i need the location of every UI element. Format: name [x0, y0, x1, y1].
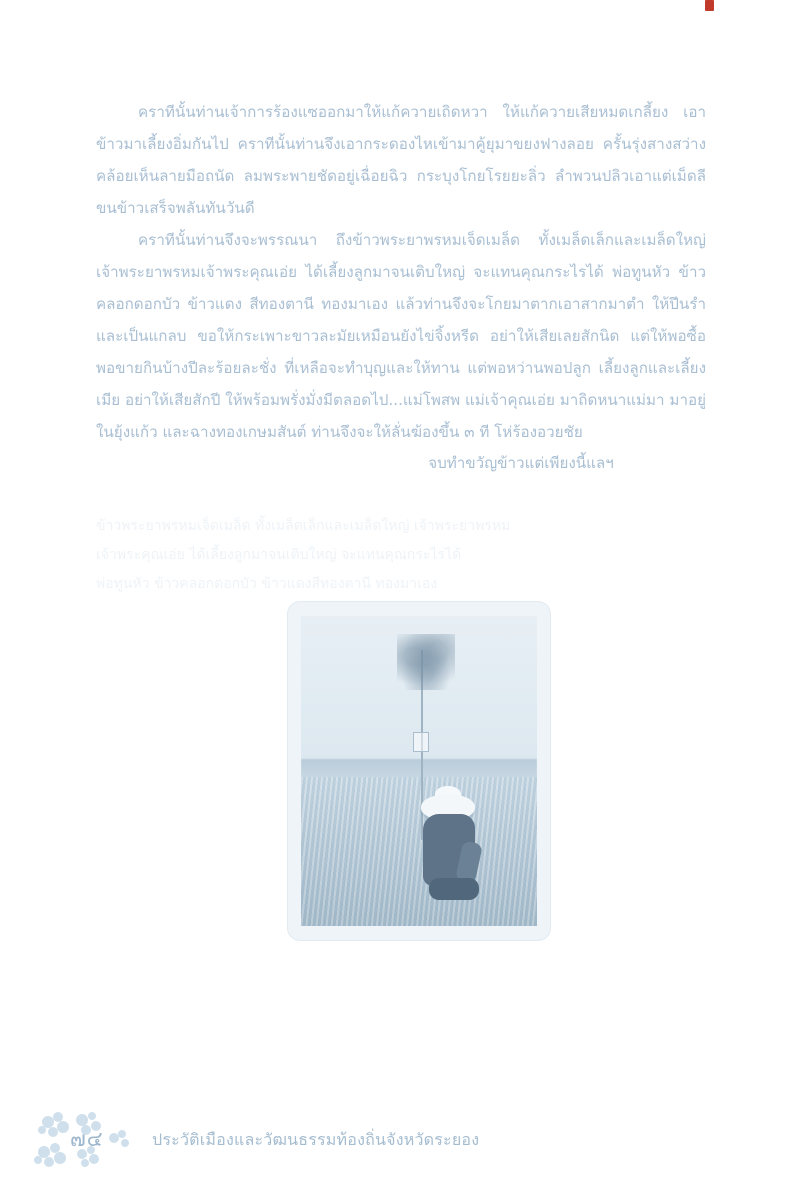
body-text-column: [96, 96, 706, 448]
red-edge-mark: [705, 0, 714, 11]
ghost-line-2: เจ้าพระคุณเอ่ย ได้เลี้ยงลูกมาจนเติบใหญ่ จะแทนคุณกระไรได้: [96, 547, 462, 563]
photo-plant-head: [397, 634, 455, 690]
paragraph-1: คราทีนั้นท่านเจ้าการร้องแซออกมาให้แก้ควายเถิดหวา ให้แก้ควายเสียหมดเกลี้ยง เอาข้าวมาเลี้ยงอิ่มกันไป คราทีนั้นท่านจึงเอากระดองไหเข้ามาคู้ยุมาขยงฟางลอย ครั้นรุ่งสางสว่าง คล้อยเห็นลายมือถนัด ลมพระพายชัดอยู่เฉื่อยฉิว กระบุงโกยโรยยะลิ่ว ลำพวนปลิวเอาแต่เม็ดลี ขนข้าวเสร็จพลันทันวันดี: [96, 103, 706, 217]
photo-rice-field: [301, 777, 537, 926]
photo-plant-tag: [413, 732, 429, 752]
page-number: ๗๔: [70, 1127, 104, 1151]
photo-image: [301, 616, 537, 926]
paragraph-2: คราทีนั้นท่านจึงจะพรรณนา ถึงข้าวพระยาพรหมเจ็ดเมล็ด ทั้งเมล็ดเล็กและเมล็ดใหญ่ เจ้าพระยาพรหมเจ้าพระคุณเอ่ย ได้เลี้ยงลูกมาจนเติบใหญ่ จะแทนคุณกระไรได้ พ่อทูนหัว ข้าวคลอกดอกบัว ข้าวแดง สีทองตานี ทองมาเอง แล้วท่านจึงจะโกยมาตากเอาสากมาตำ ให้ปึนรำและเป็นแกลบ ขอให้กระเพาะขาวละมัยเหมือนยังไข่จิ้งหรีด อย่าให้เสียเลยสักนิด แต่ให้พอซื้อพอขายกินบ้างปีละร้อยละชั่ง ที่เหลือจะทำบุญและให้ทาน แต่พอหว่านพอปลูก เลี้ยงลูกและเลี้ยงเมีย อย่าให้เสียสักปี ให้พร้อมพรั่งมั่งมีตลอดไป...แม่โพสพ แม่เจ้าคุณเอ่ย มาถิดหนาแม่มา มาอยู่ในยุ้งแก้ว และฉางทองเกษมสันต์ ท่านจึงจะให้ลั่นฆ้องขึ้น ๓ ที โห่ร้องอวยชัย: [96, 231, 706, 441]
photograph: [288, 602, 550, 940]
footer-title: ประวัติเมืองและวัฒนธรรมท้องถิ่นจังหวัดระยอง: [152, 1130, 480, 1149]
ghost-line-1: ข้าวพระยาพรหมเจ็ดเมล็ด ทั้งเมล็ดเล็กและเมล็ดใหญ่ เจ้าพระยาพรหม: [96, 518, 511, 534]
ghost-line-3: พ่อทูนหัว ข้าวคลอกดอกบัว ข้าวแดงสีทองตานี ทองมาเอง: [96, 576, 438, 592]
bleed-through-text: [96, 512, 706, 599]
photo-farmer-leg: [429, 878, 479, 900]
closing-line: จบทำขวัญข้าวแต่เพียงนี้แลฯ: [428, 454, 614, 472]
